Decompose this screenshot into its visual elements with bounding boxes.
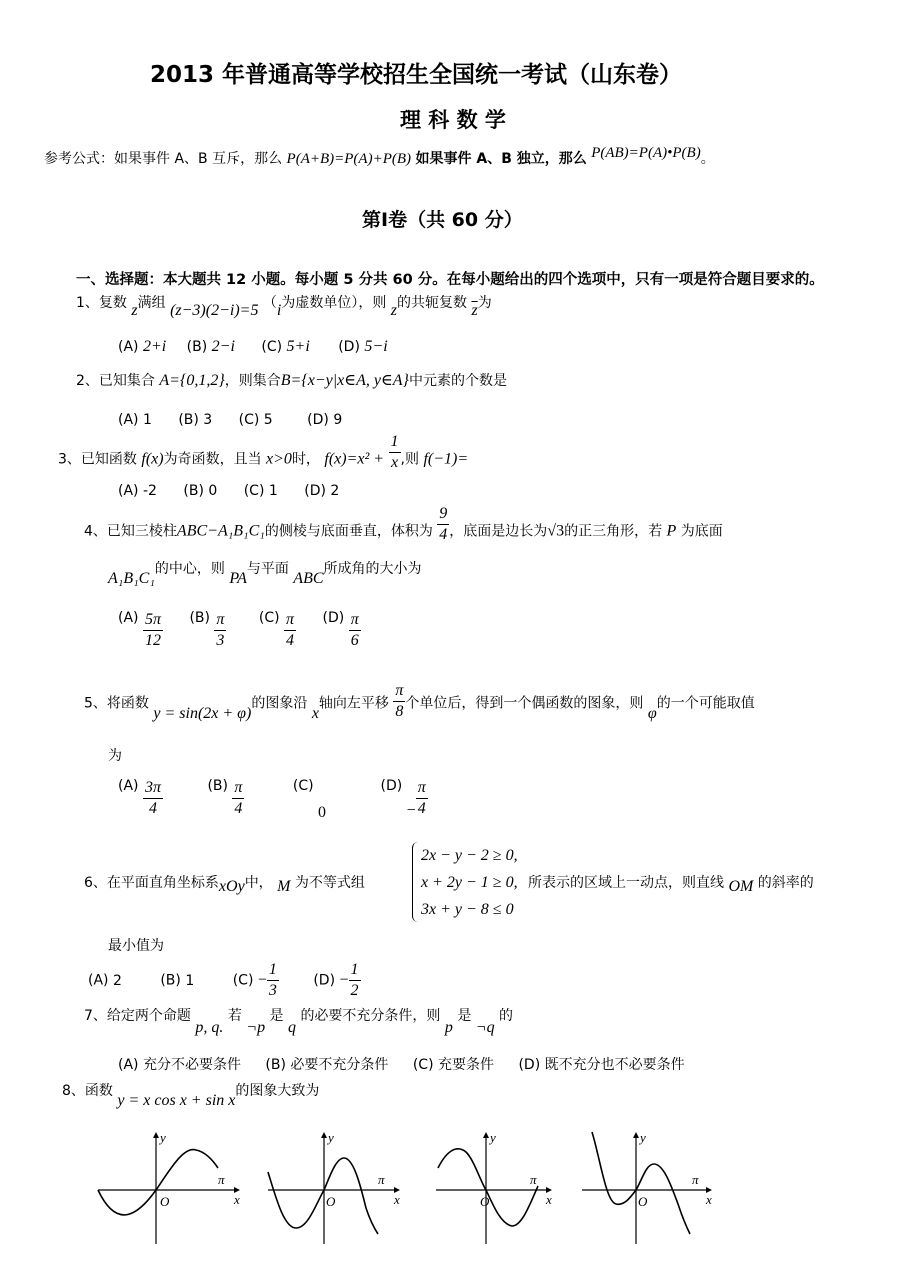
q6-om: OM (728, 878, 754, 895)
q7-text-b: 若 (227, 1008, 242, 1024)
q7-text-c: 是 (269, 1008, 284, 1024)
q3-opt-d[interactable]: (D) 2 (304, 483, 340, 499)
question-4-line2 (108, 558, 422, 587)
y-axis-arrow (483, 1132, 489, 1138)
y-axis-arrow (153, 1132, 159, 1138)
q2-set-b: B={x−y|x∈A, y∈A} (280, 372, 409, 389)
q1-z: z (131, 302, 138, 319)
q1-text-d: 为虚数单位），则 (281, 295, 387, 311)
q5-opt-d[interactable] (416, 778, 428, 819)
q2-text-b: ，则集合 (224, 373, 281, 389)
q6-opt-c-label[interactable]: (C) (232, 972, 254, 989)
y-label: y (640, 1130, 646, 1145)
q4-text-f: 的中心，则 (154, 561, 225, 577)
x-label: x (546, 1192, 552, 1207)
q4-opt-b-n: π (214, 610, 226, 631)
y-label: y (160, 1130, 166, 1145)
q4-opt-a-n: 5π (143, 610, 163, 631)
q1-opt-c[interactable]: 5+i (286, 338, 310, 355)
q5-opt-a-label[interactable]: (A) (118, 778, 139, 794)
q6-ineq-1: 2x − y − 2 ≥ 0, (421, 847, 518, 864)
q2-text-a: 2、已知集合 (76, 373, 155, 389)
q6-opt-b[interactable]: 1 (185, 972, 195, 989)
q5-opt-a[interactable] (143, 778, 163, 819)
q4-text-c: ，底面是边长为 (449, 523, 548, 540)
formula-1: P(A+B)=P(A)+P(B) (286, 151, 412, 167)
exam-title: 2013 年普通高等学校招生全国统一考试（山东卷） (150, 62, 683, 88)
q4-opt-d-n: π (349, 610, 361, 631)
q7-notq: ¬q (475, 1019, 495, 1036)
q2-opt-d[interactable]: (D) 9 (307, 412, 343, 428)
q5-text-f: 为 (108, 748, 122, 764)
q6-xoy: xOy (218, 878, 245, 895)
q4-opt-c-label[interactable]: (C) (258, 610, 280, 626)
q1-opt-a[interactable]: 2+i (142, 338, 167, 355)
q6-opt-a-label[interactable]: (A) (88, 972, 109, 989)
q5-text-c: 轴向左平移 (318, 695, 389, 712)
q1-opt-b[interactable]: 2−i (211, 338, 235, 355)
q3-text-b: 为奇函数，且当 (163, 451, 262, 468)
q6-text-d: 所表示的区域上一动点，则直线 (528, 875, 724, 891)
q4-volume (437, 504, 449, 545)
q2-options (118, 412, 342, 428)
formula-end: 。 (700, 151, 715, 167)
pi-label: π (530, 1172, 537, 1187)
question-3 (58, 433, 469, 473)
q6-opt-c-n: 1 (267, 960, 279, 981)
q4-text-h: 所成角的大小为 (323, 561, 422, 577)
q5-opt-d-n: π (416, 778, 428, 799)
q4-base: A₁B₁C₁ (108, 570, 155, 587)
q2-opt-a[interactable]: (A) 1 (118, 412, 152, 428)
q4-text-e: 为底面 (680, 523, 723, 540)
q5-shift-n: π (393, 681, 405, 702)
formula-2: P(AB)=P(A)•P(B) (591, 145, 701, 161)
q3-ask: f(−1)= (423, 450, 469, 468)
q2-text-c: 中元素的个数是 (408, 373, 507, 389)
q4-opt-b-label[interactable]: (B) (189, 610, 210, 626)
q1-options (118, 338, 388, 356)
q3-fx: f(x) (141, 450, 164, 468)
q4-options (118, 610, 361, 651)
q5-opt-b-label[interactable]: (B) (207, 778, 228, 794)
q6-ineq-3: 3x + y − 8 ≤ 0 (421, 901, 514, 918)
question-2 (76, 370, 507, 390)
section-heading: 第Ⅰ卷（共 60 分） (362, 209, 523, 231)
q1-opt-c-label[interactable]: (C) (261, 339, 283, 355)
q6-text-e: 的斜率的 (757, 875, 814, 891)
q6-opt-c-d: 3 (268, 982, 277, 999)
curve (438, 1149, 538, 1226)
curve (98, 1150, 218, 1215)
q3-fraction (389, 432, 401, 473)
q5-shift (393, 681, 405, 722)
q6-opt-d-n: 1 (349, 960, 361, 981)
q1-opt-a-label[interactable]: (A) (118, 339, 139, 355)
q1-z2: z (390, 302, 398, 319)
q6-opt-a[interactable]: 2 (112, 972, 122, 989)
q4-opt-a-d: 12 (144, 632, 161, 649)
q1-opt-b-label[interactable]: (B) (186, 339, 208, 355)
q4-text-d: 的正三角形，若 (564, 523, 663, 540)
q3-text-a: 3、已知函数 (58, 451, 137, 468)
q5-opt-b-n: π (232, 778, 244, 799)
question-7 (84, 1005, 514, 1036)
q4-opt-d-label[interactable]: (D) (322, 610, 345, 626)
q5-opt-d-sign: − (406, 801, 416, 819)
q4-vol-d: 4 (439, 526, 448, 543)
q4-opt-a[interactable] (143, 610, 163, 651)
q3-text-d: ,则 (400, 451, 419, 468)
q4-opt-c-n: π (284, 610, 296, 631)
q7-text-e: 是 (457, 1008, 472, 1024)
question-6 (84, 872, 365, 895)
q6-opt-d-sign: − (339, 971, 349, 989)
q5-opt-c[interactable]: 0 (318, 803, 327, 821)
q8-graph-c[interactable] (434, 1128, 584, 1246)
q3-cond: x>0 (266, 450, 292, 468)
q1-opt-d[interactable]: 5−i (364, 338, 388, 355)
q4-opt-a-label[interactable]: (A) (118, 610, 139, 626)
question-5 (84, 682, 755, 722)
q3-opt-c[interactable]: (C) 1 (243, 483, 278, 499)
reference-formula-line (44, 145, 715, 168)
q5-opt-a-d: 4 (148, 800, 157, 817)
q5-opt-d-label[interactable]: (D) (380, 778, 403, 794)
q2-opt-b[interactable]: (B) 3 (178, 412, 213, 428)
q7-opt-c[interactable]: (C) 充要条件 (412, 1057, 494, 1073)
section-instructions: 一、选择题：本大题共 12 小题。每小题 5 分共 60 分。在每小题给出的四个选项中，只有一项是符合题目要求的。 (76, 272, 824, 288)
q7-options (118, 1054, 685, 1074)
curve (268, 1158, 378, 1234)
q1-i: i (276, 302, 282, 319)
q4-opt-b[interactable] (214, 610, 226, 651)
q6-text-c: 为不等式组 (294, 875, 365, 891)
q6-text-b: 中， (244, 875, 273, 891)
q3-frac-n: 1 (389, 432, 401, 453)
q4-plane: ABC (293, 570, 324, 587)
q8-fn: y = x cos x + sin x (117, 1092, 236, 1109)
q6-ineq-2: x + 2y − 1 ≥ 0, (421, 874, 518, 891)
q7-notp: ¬p (246, 1019, 266, 1036)
q2-opt-c[interactable]: (C) 5 (238, 412, 273, 428)
q4-opt-d[interactable] (349, 610, 361, 651)
q3-frac-d: x (390, 454, 399, 471)
q3-opt-a[interactable]: (A) -2 (118, 483, 157, 499)
pi-label: π (692, 1172, 699, 1187)
pi-label: π (378, 1172, 385, 1187)
q6-m: M (277, 878, 291, 895)
curve (592, 1132, 690, 1234)
q4-opt-c[interactable] (284, 610, 296, 651)
q7-pq: p, q. (195, 1019, 224, 1036)
q1-text-a: 1、复数 (76, 295, 127, 311)
q1-opt-d-label[interactable]: (D) (338, 339, 360, 355)
q3-eq: f(x)=x² + (324, 450, 385, 468)
q3-opt-b[interactable]: (B) 0 (183, 483, 218, 499)
q4-text-g: 与平面 (246, 561, 289, 577)
q5-opt-b-d: 4 (234, 800, 243, 817)
q6-opt-c-sign: − (257, 971, 267, 989)
q4-opt-c-d: 4 (286, 632, 295, 649)
q1-text-e: 的共轭复数 (397, 295, 468, 311)
y-axis-arrow (321, 1132, 327, 1138)
q1-zbar: $\overline{z}$ (471, 302, 478, 319)
q5-opt-c-label[interactable]: (C) (292, 778, 314, 794)
q7-opt-b[interactable]: (B) 必要不充分条件 (265, 1057, 389, 1073)
q5-shift-d: 8 (395, 703, 404, 720)
origin-label: O (160, 1194, 170, 1209)
q7-q: q (287, 1019, 296, 1036)
q7-text-a: 7、给定两个命题 (84, 1008, 191, 1024)
q1-text-f: 为 (477, 295, 492, 311)
q6-text-a: 6、在平面直角坐标系 (84, 875, 219, 891)
question-1 (76, 292, 492, 319)
q5-opt-b[interactable] (232, 778, 244, 819)
q1-text-b: 满组 (137, 295, 166, 311)
q8-graph-b[interactable] (266, 1128, 416, 1246)
q4-prism: ABC−A₁B₁C₁ (176, 522, 265, 540)
q6-opt-d[interactable] (349, 960, 361, 1001)
q3-options (118, 483, 339, 499)
q7-opt-a[interactable]: (A) 充分不必要条件 (118, 1057, 241, 1073)
q7-p: p (444, 1019, 453, 1036)
formula-mid: 如果事件 A、B 独立，那么 (415, 151, 587, 167)
q5-phi: φ (647, 704, 657, 722)
origin-label: O (638, 1194, 648, 1209)
q5-text-e: 的一个可能取值 (656, 695, 755, 712)
q7-text-d: 的必要不充分条件，则 (300, 1008, 441, 1024)
q2-set-a: A={0,1,2} (159, 372, 225, 389)
q8-graph-a[interactable] (96, 1128, 246, 1246)
q7-opt-d[interactable]: (D) 既不充分也不必要条件 (518, 1057, 685, 1073)
q6-options (88, 960, 361, 1001)
q5-opt-d-d: 4 (417, 800, 426, 817)
q4-opt-d-d: 6 (350, 632, 359, 649)
formula-prefix: 参考公式：如果事件 A、B 互斥，那么 (44, 151, 283, 167)
q6-text-f: 最小值为 (108, 938, 164, 954)
subject-title: 理 科 数 学 (400, 108, 506, 132)
question-4 (84, 505, 723, 545)
q4-text-b: 的侧棱与底面垂直，体积为 (264, 523, 433, 540)
pi-label: π (218, 1172, 225, 1187)
q5-x: x (311, 704, 319, 722)
q4-side: √3 (547, 522, 565, 540)
q1-text-c: （ (262, 295, 277, 311)
q4-text-a: 4、已知三棱柱 (84, 523, 177, 540)
q6-opt-d-label[interactable]: (D) (313, 972, 336, 989)
q8-text-a: 8、函数 (62, 1083, 113, 1099)
origin-label: O (326, 1194, 336, 1209)
q7-text-f: 的 (499, 1008, 514, 1024)
x-label: x (706, 1192, 712, 1207)
q8-text-b: 的图象大致为 (235, 1083, 320, 1099)
q5-fn: y = sin(2x + φ) (153, 704, 252, 722)
q6-opt-d-d: 2 (350, 982, 359, 999)
q4-pa: PA (229, 570, 247, 587)
q4-p: P (666, 522, 677, 540)
q1-equation: (z−3)(2−i)=5 (170, 302, 259, 319)
q5-options (118, 778, 428, 819)
q6-inequality-system (412, 842, 518, 922)
q6-opt-b-label[interactable]: (B) (160, 972, 181, 989)
q5-opt-a-n: 3π (143, 778, 163, 799)
q4-opt-b-d: 3 (216, 632, 225, 649)
x-label: x (394, 1192, 400, 1207)
q5-text-a: 5、将函数 (84, 695, 149, 712)
question-6-tail (528, 872, 814, 895)
y-axis-arrow (633, 1132, 639, 1138)
q5-text-d: 个单位后，得到一个偶函数的图象，则 (405, 695, 644, 712)
q3-text-c: 时， (291, 451, 320, 468)
q4-vol-n: 9 (437, 504, 449, 525)
question-8 (62, 1080, 320, 1109)
origin-label: O (480, 1194, 490, 1209)
y-label: y (328, 1130, 334, 1145)
q8-graph-d[interactable] (580, 1128, 730, 1246)
y-label: y (490, 1130, 496, 1145)
q5-text-b: 的图象沿 (251, 695, 308, 712)
q6-opt-c[interactable] (267, 960, 279, 1001)
x-label: x (234, 1192, 240, 1207)
